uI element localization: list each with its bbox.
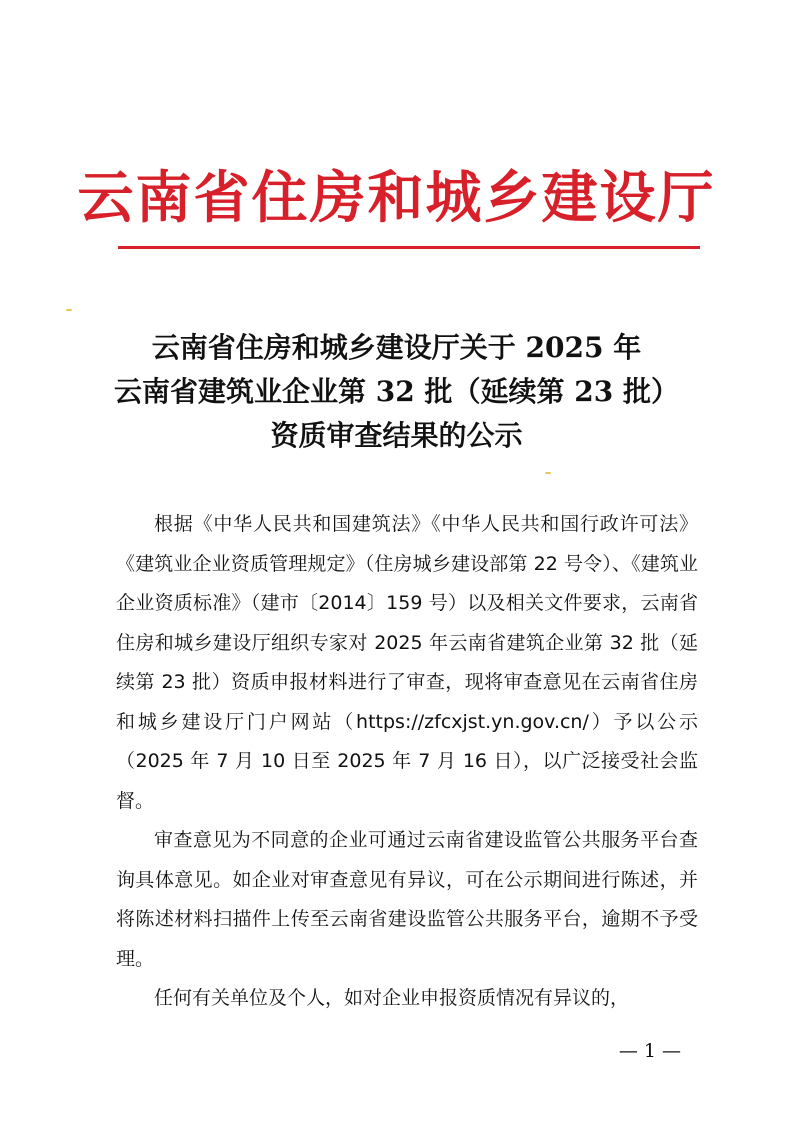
agency-masthead: 云南省住房和城乡建设厅 xyxy=(77,165,716,231)
body-paragraph-1: 根据《中华人民共和国建筑法》《中华人民共和国行政许可法》《建筑业企业资质管理规定》（住房城乡建设部第 22 号令）、《建筑业企业资质标准》（建市〔2014〕159 号）以及相关文件要求，云南省住房和城乡建设厅组织专家对 2025 年云南省建筑企业第 32 批（延续第 23 批）资质申报材料进行了审查，现将审查意见在云南省住房和城乡建设厅门户网站（https://zfcxjst.yn.gov.cn/）予以公示（2025 年 7 月 10 日至 2025 年 7 月 16 日），以广泛接受社会监督。 xyxy=(116,513,698,812)
masthead-red-rule xyxy=(118,246,700,249)
body-paragraph-3: 任何有关单位及个人，如对企业申报资质情况有异议的， xyxy=(154,987,630,1009)
title-line-1: 云南省住房和城乡建设厅关于 2025 年 xyxy=(151,331,642,364)
scan-speck xyxy=(545,472,551,474)
scan-speck xyxy=(66,309,72,311)
body-paragraph-2: 审查意见为不同意的企业可通过云南省建设监管公共服务平台查询具体意见。如企业对审查意见有异议，可在公示期间进行陈述，并将陈述材料扫描件上传至云南省建设监管公共服务平台，逾期不予受理。 xyxy=(116,829,698,970)
page-number: — 1 — xyxy=(618,1040,681,1062)
document-title xyxy=(0,326,793,458)
document-body xyxy=(116,505,698,1019)
title-line-3: 资质审查结果的公示 xyxy=(270,419,523,452)
title-line-2: 云南省建筑业企业第 32 批（延续第 23 批） xyxy=(114,375,679,408)
